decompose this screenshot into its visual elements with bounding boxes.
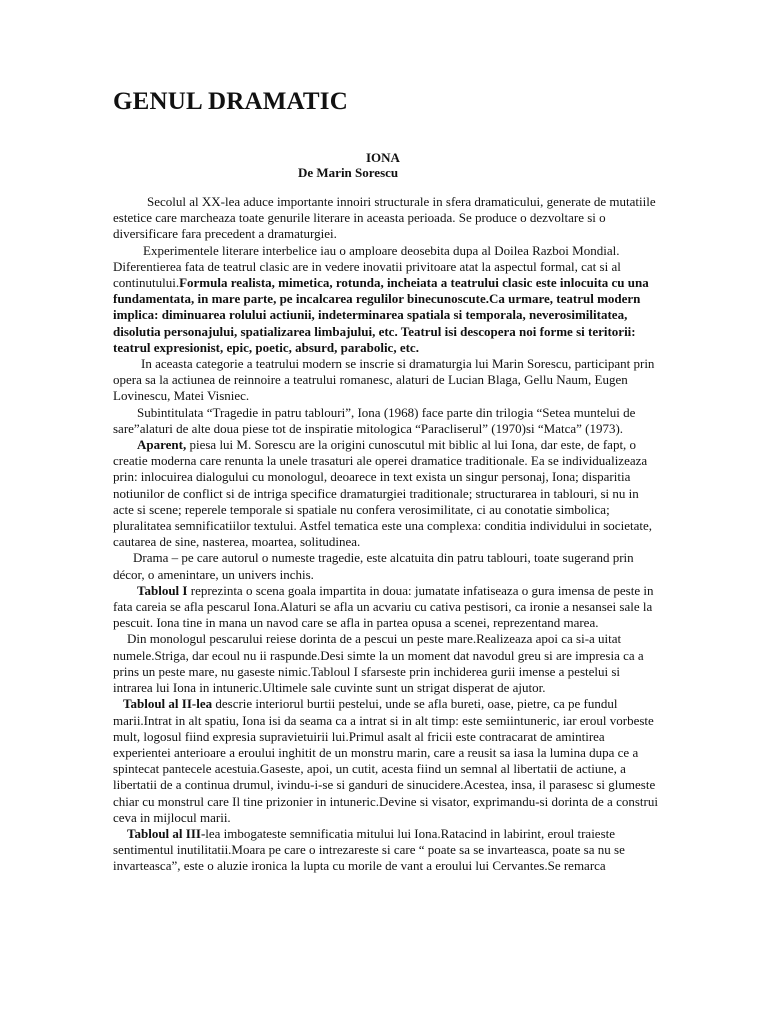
document-title: GENUL DRAMATIC [113,88,348,115]
paragraph-text: reprezinta o scena goala impartita in doua: jumatate infatiseaza o gura imensa de peste in fata careia se afla pescarul Iona.Alaturi se afla un acvariu cu cativa pestisori, ca ironie a nesansei sale la pescuit. Iona tine in mana un navod care se afla in partea opusa a scenei, reprezentand marea. [113,582,654,631]
play-author: De Marin Sorescu [298,165,399,180]
paragraph-intro [113,194,658,243]
paragraph-text: In aceasta categorie a teatrului modern se inscrie si dramaturgia lui Marin Sorescu, participant prin opera sa la actiunea de reinnoire a teatrului romanesc, alaturi de Lucian Blaga, Gellu Naum, Eugen Lovinescu, Matei Visniec. [113,356,655,404]
paragraph-text: Secolul al XX-lea aduce importante innoiri structurale in sfera dramaticului, generate de mutatiile estetice care marcheaza toate genurile literare in aceasta perioada. Se produce o dezvoltare si o diversificare fara precedent a dramaturgiei. [113,194,656,242]
paragraph-tabloul-1 [113,583,658,632]
paragraph-categorie [113,356,658,405]
paragraph-text: Din monologul pescarului reiese dorinta de a pescui un peste mare.Realizeaza apoi ca si-a uitat numele.Striga, dar ecoul nu ii raspunde.Desi simte la un moment dat navodul greu si are impresia ca a prins un peste mare, nu gaseste nimic.Tabloul I sfarseste prin inchiderea gurii imense a pestelui si intrarea lui Iona in intuneric.Ultimele sale cuvinte sunt un strigat disperat de ajutor. [113,631,644,696]
paragraph-bold-lead: Tabloul al III- [127,825,206,841]
paragraph-aparent [113,437,658,550]
paragraph-text: Subintitulata “Tragedie in patru tablouri”, Iona (1968) face parte din trilogia “Setea muntelui de sare”alaturi de alte doua piese tot de inspiratie mitologica “Paracliserul” (1970)si “Matca” (1973). [113,404,636,436]
paragraph-bold-lead: Tabloul al II-lea [123,696,213,712]
paragraph-bold-text: Formula realista, mimetica, rotunda, incheiata a teatrului clasic este inlocuita cu una fundamentata, in mare parte, pe incalcarea regulilor binecunoscute.Ca urmare, teatrul modern implica: diminuarea rolului actiunii, indeterminarea spatiala si temporala, neverosimilitatea, disolutia personajului, spatializarea limbajului, etc. Teatrul isi descopera noi forme si teritorii: teatrul expresionist, epic, poetic, absurd, parabolic, etc. [113,275,649,355]
paragraph-subintitulata [113,405,658,437]
paragraph-drama [113,550,658,582]
paragraph-text: descrie interiorul burtii pestelui, unde se afla bureti, oase, pietre, ca pe fundul marii.Intrat in alt spatiu, Iona isi da seama ca a intrat si in alt timp: este semiintuneric, iar eroul vorbeste mult, logosul fiind expresia supravietuirii lui.Primul asalt al fricii este contracarat de amintirea experientei anterioare a eroului inghitit de un monstru marin, care a reusit sa iasa la lumina dupa ce a spintecat pantecele acestuia.Gaseste, apoi, un cutit, acesta fiind un semnal al libertatii de actiune, a libertatii de a continua drumul, ivindu-i-se si ganduri de sinucidere.Acestea, insa, il parasesc si glumeste chiar cu monstrul care Il tine prizonier in intuneric.Devine si visator, exprimandu-si dorinta de a construi ceva in mijlocul marii. [113,696,658,825]
paragraph-text: lea imbogateste semnificatia mitului lui Iona.Ratacind in labirint, eroul traieste sentimentul inutilitatii.Moara pe care o intrezareste si care “ poate sa se invarteasca, poate sa nu se invarteasca”, este o aluzie ironica la lupta cu morile de vant a eroului lui Cervantes.Se remarca [113,825,625,874]
document-body [113,194,658,875]
play-title: IONA [366,150,400,165]
paragraph-text: Experimentele literare interbelice iau o amploare deosebita dupa al Doilea Razboi Mondial. Diferentierea fata de teatrul clasic are in vedere inovatii privitoare atat la aspectul formal, cat si al continutului. [113,242,621,291]
paragraph-tabloul-2 [113,696,658,826]
paragraph-monolog [113,631,658,696]
paragraph-tabloul-3 [113,826,658,875]
paragraph-text: piesa lui M. Sorescu are la origini cunoscutul mit biblic al lui Iona, dar este, de fapt, o creatie moderna care renunta la unele trasaturi ale operei dramatice traditionale. Ea se individualizeaza prin: inlocuirea dialogului cu monologul, deoarece in text exista un singur personaj, Iona; disparitia notiunilor de conflict si de intriga specifice dramaturgiei traditionale; structurarea in tablouri, si nu in acte si scene; reperele temporale si spatiale nu confera verosimilitate, ci au conotatie simbolica; pluralitatea semnificatiilor textului. Astfel tematica este una complexa: conditia individului in societate, cautarea de sine, nasterea, moartea, solitudinea. [113,437,652,550]
paragraph-bold-lead: Aparent, [137,437,187,453]
paragraph-text: Drama – pe care autorul o numeste tragedie, este alcatuita din patru tablouri, toate sugerand prin décor, o amenintare, un univers inchis. [113,550,634,582]
paragraph-experimente [113,243,658,356]
paragraph-bold-lead: Tabloul I [137,582,188,598]
